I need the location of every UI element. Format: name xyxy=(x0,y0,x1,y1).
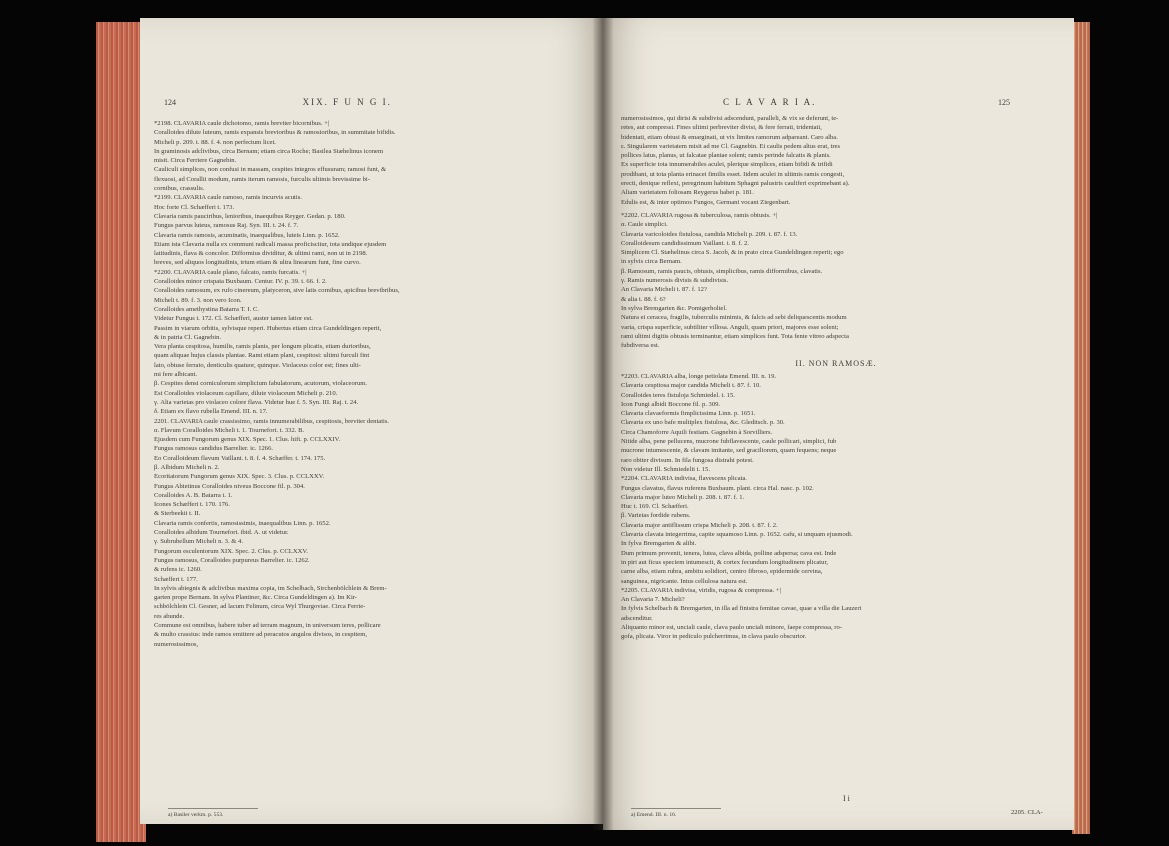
text-line: *2202. CLAVARIA rugosa & tuberculosa, ramis obtusis. +| xyxy=(621,212,778,219)
text-line: γ. Ramis numerosis divisis & subdivisis. xyxy=(621,277,729,285)
text-line: Schæfferi t. 177. xyxy=(154,575,198,583)
footnote-rule xyxy=(168,808,258,809)
text-line: numerosissimos, xyxy=(154,640,199,648)
text-line: breves, sed aliquos longitudinis, trium etiam & ultra linearum funt, fine curvo. xyxy=(154,259,361,267)
text-line: In graminosis adclivibus, circa Bernam; etiam circa Roche; Basilea Stæhelinus iconem xyxy=(154,147,384,155)
text-line: flexuosi, ad Corallii modum, ramis iterum ramosis, furculis ultimis brevissime bi- xyxy=(154,175,370,183)
text-line: Icon Fungi albidi Boccone fil. p. 309. xyxy=(621,400,721,408)
text-line: Coralloides dilute luteum, ramis expansis brevioribus & ramosioribus, in summitate bifidis. xyxy=(154,129,396,137)
text-line: *2199. CLAVARIA caule ramoso, ramis incurvis acutis. xyxy=(154,194,302,202)
text-line: Fungus ramosus candidus Barrelier. ic. 1266. xyxy=(154,445,274,453)
text-line: & in patria Cl. Gagnebin. xyxy=(154,333,222,341)
text-line: Fungus ramosus, Coralloides purpureus Barrelier. ic. 1262. xyxy=(154,556,310,564)
text-line: latitudinis, flava & concolor. Difformius dividitur, & ultimi rami, non ut in 2198. xyxy=(154,250,368,258)
text-line: γ. Alia varietas pro violaceo colore flava. Videtur hue f. 5. Syn. III. Raj. t. 24. xyxy=(154,398,359,406)
text-line: Clavaria clavaeformis fimplicissima Linn. p. 1651. xyxy=(621,410,756,418)
text-line: raro obiter divisum. In fila fungosa distrahi potest. xyxy=(621,456,754,464)
text-line: 2201. CLAVARIA caule crassissimo, ramis innumerabilibus, cespitosis, breviter dentatis. xyxy=(154,417,390,425)
text-line: Coralloides amethystina Batarra T. I. C. xyxy=(154,305,259,313)
text-line: cornibus, crassulis. xyxy=(154,185,205,193)
text-line: prodibant, ut tota planta erinacei fimilis esset. Iidem aculei in ultimis ramis congesti, xyxy=(621,170,845,178)
text-line: Circa Chamoforre Aquili festiam. Gagnebin à Sorvilliers. xyxy=(621,428,773,436)
text-line: Vera planta cespitosa, humilis, ramis planis, per longum plicatis, etiam durioribus, xyxy=(154,343,371,351)
right-page xyxy=(603,18,1074,830)
text-line: *2204. CLAVARIA indivisa, flavescens plicata. xyxy=(621,475,747,483)
text-line: varia, crispa superficie, subtiliter villosa. Anguli, quam priori, majores esse solent; xyxy=(621,323,839,331)
text-line: Edulis est, & inter optimos Fungos, Germani vocant Ziegenbart. xyxy=(621,198,791,206)
text-line: Coralloides albidum Tournefort. ibid. A. ut videtur. xyxy=(154,529,289,537)
right-page-body-middle xyxy=(621,211,849,350)
text-line: β. Varietas fordide rubens. xyxy=(621,512,691,520)
text-line: schbölchlein Cl. Gesner, ad lacum Felinum, circa Wyl Thurgoviae. Circa Ferrie- xyxy=(154,603,366,611)
section-title: II. NON RAMOSÆ. xyxy=(795,359,877,368)
text-line: numerosissimos, qui dirisi & subdivisi adscendunt, paralleli, & vix se deferunt, te- xyxy=(621,115,839,122)
text-line: An Clavaria 7. Micheli? xyxy=(621,596,685,604)
text-line: Cauliculi simplices, non confusi in massam, cespites integros effusuram; ramosi funt, & xyxy=(154,166,387,174)
text-line: Coralloidesum candidissimum Vaillant. t. 8. f. 2. xyxy=(621,239,749,247)
signature-mark: I i xyxy=(843,794,850,803)
text-line: Aliquanto minor est, unciali caule, clava paulo unciali minore, faepe compressa, ro- xyxy=(621,624,842,632)
left-page-edges xyxy=(96,22,146,842)
text-line: Huc t. 169. Cl. Schæfferi. xyxy=(621,503,689,511)
text-line: erecti, denique reflexi, peregrinum habitum Sphagni palustris cauliferi exprimebant a). xyxy=(621,180,850,188)
text-line: *2198. CLAVARIA caule dichotomo, ramis breviter bicornibus. +| xyxy=(154,120,330,127)
text-line: Fungorum esculentorum XIX. Spec. 2. Clus. p. CCLXXV. xyxy=(154,547,308,555)
text-line: sanguinea, nigricante. Intus cellulosa natura est. xyxy=(621,577,748,585)
text-line: Clavaria ramis ramosis, acuminatis, inaequalibus, luteis Linn. p. 1652. xyxy=(154,231,340,239)
text-line: Clavaria varicoloides fistulosa, candida Micheli p. 209. t. 87. f. 13. xyxy=(621,230,798,238)
text-line: Icones Schæfferi t. 170. 176. xyxy=(154,501,230,509)
text-line: Fungus Abietinus Coralloides niveus Boccone fil. p. 304. xyxy=(154,482,305,490)
text-line: Videtur Fungus t. 172. Cl. Schæfferi, auster tamen latior est. xyxy=(154,315,313,323)
text-line: adscenditur. xyxy=(621,614,653,622)
text-line: Coralloides teres fistuloja Schmiedel. t. 15. xyxy=(621,391,735,399)
right-page-header xyxy=(723,98,1010,108)
text-line: bidentati, etiam obtusi & emarginati, ut vix limites ramorum adpareant. Caro alba. xyxy=(621,133,838,141)
text-line: retes, aut compressi. Fines ultimi perbreviter divisi, & fere ferrati, tridentati, xyxy=(621,124,822,132)
text-line: *2203. CLAVARIA alba, longe petiolata Emend. III. n. 19. xyxy=(621,373,777,380)
text-line: Nitide alba, pene pellucens, mucrone fubflavescente, caule pollicari, simplici, fub xyxy=(621,438,837,446)
text-line: *2205. CLAVARIA indivisa, viridis, rugosa & compressa. +| xyxy=(621,586,781,594)
text-line: In fylva Bremgarten & alibi. xyxy=(621,540,697,548)
text-line: β. Albidum Micheli n. 2. xyxy=(154,463,220,471)
text-line: α. Caule simplici. xyxy=(621,221,668,229)
text-line: Coralloides minor crispata Buxbaum. Centur. IV. p. 39. t. 66. f. 2. xyxy=(154,278,327,286)
text-line: ε. Singularem varietatem misit ad me Cl. Gagnebin. Ei caulis pedem altus erat, tres xyxy=(621,142,841,150)
text-line: & rufens ic. 1260. xyxy=(154,566,202,574)
text-line: Fungus parvus luteus, ramosus Raj. Syn. III. t. 24. f. 7. xyxy=(154,222,299,230)
text-line: Ecoritatorum Fungorum genus XIX. Spec. 3. Clus. p. CCLXXV. xyxy=(154,473,325,481)
book-gutter xyxy=(593,18,613,830)
text-line: Simplicem Cl. Stæhelinus circa S. Jacob, & in prato circa Gundeldingen reperit; ego xyxy=(621,249,844,257)
right-page-edges xyxy=(1072,22,1090,834)
text-line: carne alba, etiam rubra, ambitu solidiori, centro fibroso, epidermide cervina, xyxy=(621,568,823,576)
text-line: Aliam varietatem foliosam Reygerus habet p. 181. xyxy=(621,189,754,197)
left-running-head: XIX. F U N G I. xyxy=(302,97,392,107)
text-line: α. Flavum Coralloides Micheli t. 1. Tournefort. t. 332. B. xyxy=(154,426,305,434)
text-line: & multo crassius: inde ramos emittere ad peracutos angulos divisos, in cespitem, xyxy=(154,631,367,639)
footnote-rule-right xyxy=(631,808,721,809)
text-line: Clavaria major luteo Micheli p. 208. t. 87. f. 1. xyxy=(621,493,745,501)
text-line: Clavaria major antiflissum crispa Micheli p. 208. t. 87. f. 2. xyxy=(621,521,778,529)
right-footnote: a) Emend. III. n. 16. xyxy=(631,812,677,818)
text-line: Fungus clavatus, flavus ruferens Buxbaum. plant. circa Hal. nasc. p. 102. xyxy=(621,484,814,492)
text-line: Clavaria ex uno bafe multiplex fistulosa, &c. Gleditsch. p. 30. xyxy=(621,419,785,427)
text-line: gofa, plicata. Viror in pediculo pulcherrimus, in clava paulo obscurior. xyxy=(621,633,807,641)
text-line: quam aliquae hujus classis plantae. Rami etiam plani, cespitosi: ultimi furculi fint xyxy=(154,352,370,360)
text-line: Clavaria cespitosa major candida Micheli t. 87. f. 10. xyxy=(621,382,761,390)
text-line: γ. Subrubellum Micheli n. 3. & 4. xyxy=(154,538,243,546)
text-line: β. Ramosum, ramis paucis, obtusis, simplicibus, ramis difformibus, clavatis. xyxy=(621,267,823,275)
text-line: Est Coralloides violaceum capillare, dilute violaceum Micheli p. 210. xyxy=(154,389,338,397)
right-page-body-bottom xyxy=(621,372,861,642)
catchword: 2205. CLA- xyxy=(1011,809,1043,816)
text-line: lato, obtuse ferrato, denticulis quatuor, quinque. Violaceus color est; fines ulti- xyxy=(154,361,361,369)
text-line: & Sterbeekii t. II. xyxy=(154,510,201,518)
text-line: Coralloides A. B. Batarra t. 1. xyxy=(154,491,233,499)
left-page-number: 124 xyxy=(164,98,176,107)
text-line: Dum primum provenit, tenera, lutea, clava albida, polline adspersa; cava est. Inde xyxy=(621,549,837,557)
text-line: In sylvis abiegnis & adclivibus maxima copia, im Schelbach, Sirchenbölchlein & Brem- xyxy=(154,584,387,592)
text-line: res abunde. xyxy=(154,612,185,620)
left-page-body xyxy=(154,119,400,649)
text-line: Natura ei ceracea, fragilis, tuberculis minimis, & falcis ad sebi deliquescentis modum xyxy=(621,314,847,322)
text-line: In fylvis Schelbach & Bremgarten, in illa ad finistra femitae cavae, quae a villa die Lauzeri xyxy=(621,605,862,613)
left-footnote: a) Basiler verkm. p. 553. xyxy=(168,812,224,818)
left-page xyxy=(140,18,603,824)
text-line: Etiam ista Clavaria nulla ex communi radicali massa proficiscitur, tota undique ejusdem xyxy=(154,240,387,248)
text-line: pollices latus, planus, ut falcatae plantae solent; ramis perinde falcatis & planis. xyxy=(621,152,831,160)
right-running-head: C L A V A R I A. xyxy=(723,97,817,107)
left-page-header xyxy=(164,98,392,108)
text-line: fubdiversa est. xyxy=(621,342,660,350)
text-line: *2200. CLAVARIA caule plano, falcato, ramis furcatis. +| xyxy=(154,268,307,276)
text-line: in sylvis circa Bernam. xyxy=(621,258,682,266)
text-line: Ex superficie tota innumerabiles aculei, plerique simplices, etiam bifidi & trifidi xyxy=(621,161,833,169)
text-line: Commune est omnibus, habere tuber ad terram magnum, in universum teres, pollicare xyxy=(154,622,381,630)
text-line: mucrone intumescente, & clavam imitante, sed graciliorem, quam fequens; neque xyxy=(621,447,837,455)
text-line: rami ultimi digitis obtusis terminantur, etiam simplices funt. Tota fente vitreo adspecta xyxy=(621,332,849,340)
text-line: Micheli p. 209. t. 88. f. 4. non perfectum licet. xyxy=(154,138,276,146)
text-line: mi fere albicant. xyxy=(154,371,198,379)
text-line: & alia t. 88. f. 6? xyxy=(621,295,666,303)
text-line: Coralloides ramosum, ex rufo cinereum, platyceron, sive latis cornibus, apicibus brevibribus, xyxy=(154,287,400,295)
text-line: Clavaria ramis pauciribus, lenioribus, inaequibus Reyger. Gedan. p. 180. xyxy=(154,212,346,220)
text-line: Hoc forte Cl. Schæfferi t. 173. xyxy=(154,203,235,211)
right-page-body-top xyxy=(621,114,850,207)
text-line: In sylva Bremgarten &c. Pomigerholtel. xyxy=(621,304,727,312)
text-line: δ. Etiam ex flavo rubella Emend. III. n. 17. xyxy=(154,408,268,416)
text-line: Micheli t. 89. f. 3. non vero Icon. xyxy=(154,296,242,304)
text-line: garten prope Bernam. In sylva Plantiner, &c. Circa Gundeldingen a). Im Kir- xyxy=(154,594,358,602)
text-line: Ejusdem cum Fungorum genus XIX. Spec. 1. Clus. hift. p. CCLXXIV. xyxy=(154,436,341,444)
right-page-number: 125 xyxy=(998,98,1011,107)
text-line: β. Cespites densi corniculorum simplicium fabulatorum, acutorum, violaceorum. xyxy=(154,380,368,388)
text-line: in piri aut ficus speciem intumescit, & cortex fecundum longitudinem plicatur, xyxy=(621,558,829,566)
text-line: misit. Circa Ferriere Gagnebin. xyxy=(154,157,237,165)
text-line: An Clavaria Micheli t. 87. f. 12? xyxy=(621,286,707,294)
text-line: Eo Coralloideum flavum Vaillant. t. 8. f. 4. Schæffer. t. 174. 175. xyxy=(154,454,326,462)
text-line: Clavaria ramis confertis, ramosissimis, inaequalibus Linn. p. 1652. xyxy=(154,519,331,527)
text-line: Clavaria clavata integerrima, capite squamoso Linn. p. 1652. cafu, si unquam ejusmodi. xyxy=(621,531,853,539)
text-line: Passim in viarum orbitis, sylvisque reperi. Hubertus etiam circa Gundeldingen reperit, xyxy=(154,324,382,332)
text-line: Non videtur Ill. Schmiedelii t. 15. xyxy=(621,465,711,473)
